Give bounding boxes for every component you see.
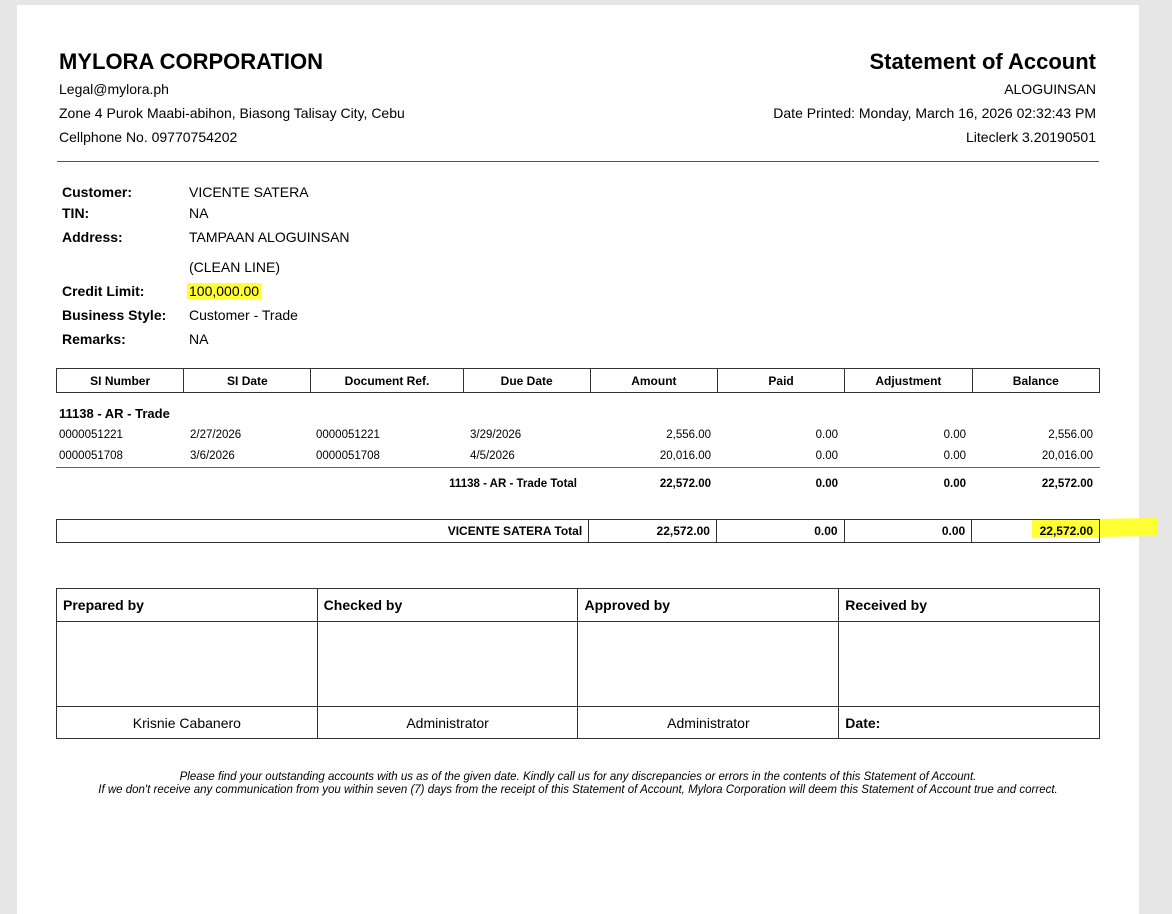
- group-total-label: 11138 - AR - Trade Total: [449, 478, 577, 490]
- row-doc-ref: 0000051221: [316, 429, 380, 441]
- prepared-by-name: Krisnie Cabanero: [57, 707, 318, 739]
- approved-by-name: Administrator: [578, 707, 839, 739]
- software-version: Liteclerk 3.20190501: [966, 129, 1096, 145]
- branch-name: ALOGUINSAN: [1004, 81, 1096, 97]
- col-amount: Amount: [590, 369, 717, 393]
- credit-limit-highlight: 100,000.00: [189, 283, 260, 299]
- tin-value: NA: [189, 205, 209, 221]
- customer-label: Customer:: [62, 184, 133, 200]
- row-balance: 20,016.00: [1041, 450, 1093, 462]
- received-date-label: Date:: [839, 707, 1100, 739]
- credit-limit-value: [189, 283, 261, 299]
- tin-label: TIN:: [62, 205, 90, 221]
- col-si-date: SI Date: [184, 369, 311, 393]
- row-due-date: 4/5/2026: [470, 450, 515, 462]
- footer-note: [17, 771, 1139, 796]
- company-address: Zone 4 Purok Maabi-abihon, Biasong Talisay City, Cebu: [59, 105, 405, 121]
- row-si-date: 2/27/2026: [190, 429, 242, 441]
- col-paid: Paid: [718, 369, 845, 393]
- received-by-label: Received by: [839, 589, 1100, 622]
- statement-table-header: [56, 368, 1100, 393]
- remarks-value: NA: [189, 331, 209, 347]
- address-label: Address:: [62, 229, 123, 245]
- group-total-adjustment: 0.00: [943, 478, 966, 490]
- col-document-ref: Document Ref.: [311, 369, 463, 393]
- received-by-signature: [839, 622, 1100, 707]
- address-value-line1: TAMPAAN ALOGUINSAN: [189, 229, 350, 245]
- row-si-number: 0000051708: [59, 450, 123, 462]
- group-total-balance: 22,572.00: [1041, 478, 1093, 490]
- row-amount: 20,016.00: [659, 450, 711, 462]
- row-balance: 2,556.00: [1048, 429, 1093, 441]
- checked-by-name: Administrator: [317, 707, 578, 739]
- row-adjustment: 0.00: [943, 450, 966, 462]
- row-paid: 0.00: [815, 450, 838, 462]
- company-phone: Cellphone No. 09770754202: [59, 129, 238, 145]
- customer-total-row: [56, 519, 1100, 543]
- prepared-by-signature: [57, 622, 318, 707]
- col-balance: Balance: [972, 369, 1099, 393]
- date-printed: Date Printed: Monday, March 16, 2026 02:32:43 PM: [773, 105, 1096, 121]
- company-email: Legal@mylora.ph: [59, 81, 169, 97]
- statement-title: Statement of Account: [869, 49, 1096, 74]
- group-title: 11138 - AR - Trade: [59, 406, 170, 421]
- checked-by-signature: [317, 622, 578, 707]
- row-amount: 2,556.00: [666, 429, 711, 441]
- col-adjustment: Adjustment: [845, 369, 972, 393]
- header-divider: [57, 161, 1099, 162]
- statement-page: [17, 5, 1139, 914]
- customer-value: VICENTE SATERA: [189, 184, 309, 200]
- customer-total-paid: 0.00: [716, 520, 844, 543]
- group-total-rule: [56, 467, 1100, 468]
- row-si-date: 3/6/2026: [190, 450, 235, 462]
- checked-by-label: Checked by: [317, 589, 578, 622]
- remarks-label: Remarks:: [62, 331, 126, 347]
- prepared-by-label: Prepared by: [57, 589, 318, 622]
- col-si-number: SI Number: [57, 369, 184, 393]
- group-total-paid: 0.00: [815, 478, 838, 490]
- signature-table: [56, 588, 1100, 739]
- customer-total-amount: 22,572.00: [589, 520, 717, 543]
- footer-line-2: If we don't receive any communication from you within seven (7) days from the receipt of this Statement of Account, Mylora Corporation will deem this Statement of Account true and correct.: [98, 783, 1058, 796]
- row-paid: 0.00: [815, 429, 838, 441]
- credit-limit-label: Credit Limit:: [62, 283, 145, 299]
- customer-total-label: VICENTE SATERA Total: [57, 520, 589, 543]
- col-due-date: Due Date: [463, 369, 590, 393]
- row-si-number: 0000051221: [59, 429, 123, 441]
- address-value-line2: (CLEAN LINE): [189, 259, 281, 275]
- row-doc-ref: 0000051708: [316, 450, 380, 462]
- business-style-label: Business Style:: [62, 307, 167, 323]
- customer-total-balance: 22,572.00: [972, 520, 1100, 543]
- approved-by-signature: [578, 622, 839, 707]
- approved-by-label: Approved by: [578, 589, 839, 622]
- business-style-value: Customer - Trade: [189, 307, 298, 323]
- row-due-date: 3/29/2026: [470, 429, 522, 441]
- company-name: MYLORA CORPORATION: [59, 49, 323, 74]
- group-total-amount: 22,572.00: [659, 478, 711, 490]
- customer-total-adjustment: 0.00: [844, 520, 972, 543]
- row-adjustment: 0.00: [943, 429, 966, 441]
- footer-line-1: Please find your outstanding accounts with us as of the given date. Kindly call us for any discrepancies or errors in the contents of this Statement of Account.: [179, 771, 977, 783]
